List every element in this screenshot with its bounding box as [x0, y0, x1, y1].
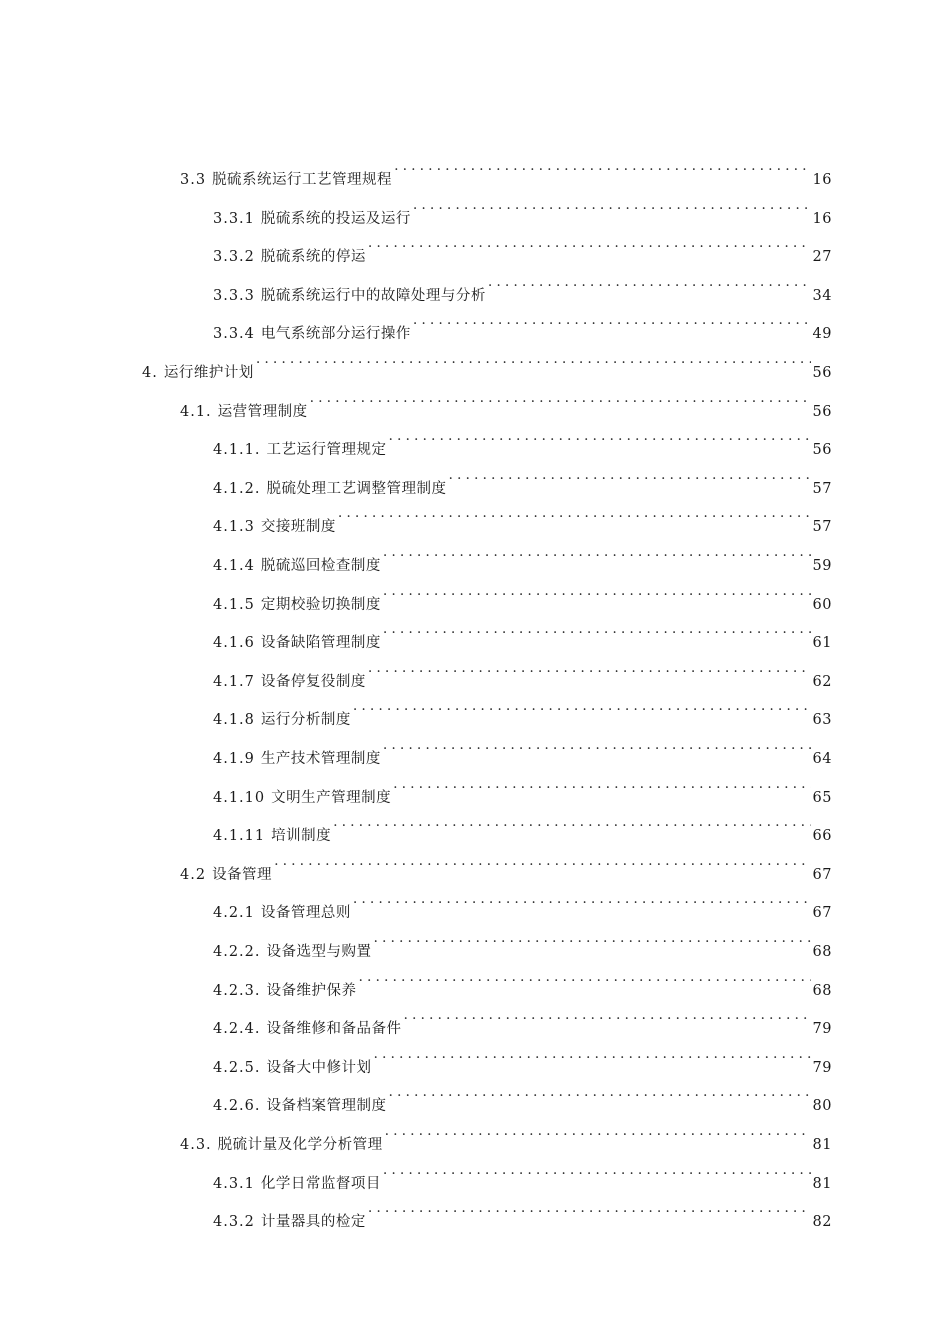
toc-entry-number: 4.1.1. [213, 442, 261, 459]
toc-entry-number: 3.3.1 [213, 210, 255, 227]
toc-entry-page-number: 61 [812, 635, 832, 652]
toc-entry-page-number: 81 [812, 1137, 832, 1153]
toc-entry-number: 4.2.1 [213, 905, 255, 922]
toc-entry-page-number: 49 [812, 326, 832, 343]
toc-dot-leader [404, 997, 811, 1033]
toc-entry[interactable] [213, 650, 832, 690]
toc-entry-page-number: 59 [812, 558, 832, 574]
toc-entry-number: 4.2.3. [213, 982, 261, 999]
toc-dot-leader [256, 341, 811, 377]
toc-dot-leader [413, 187, 811, 223]
toc-entry-title: 设备管理总则 [260, 905, 351, 922]
toc-entry[interactable] [213, 804, 832, 845]
toc-entry-number: 4.1.3 [213, 519, 255, 536]
toc-entry-page-number: 63 [812, 712, 832, 729]
toc-entry[interactable] [213, 727, 832, 767]
toc-dot-leader [374, 920, 811, 956]
toc-entry-title: 电气系统部分运行操作 [260, 326, 411, 343]
toc-dot-leader [353, 688, 811, 724]
toc-entry-number: 4.1.5 [213, 596, 255, 613]
toc-entry-page-number: 68 [812, 944, 832, 960]
toc-entry-number: 4.2.4. [213, 1021, 261, 1038]
toc-entry-title: 脱硫处理工艺调整管理制度 [266, 480, 447, 497]
toc-entry-number: 4.3.1 [213, 1175, 255, 1192]
toc-entry[interactable] [213, 495, 832, 536]
toc-entry[interactable] [213, 920, 832, 960]
toc-entry-page-number: 67 [812, 866, 832, 883]
toc-entry-page-number: 56 [812, 365, 832, 381]
toc-dot-leader [449, 457, 811, 493]
toc-entry[interactable] [213, 573, 832, 613]
toc-entry-page-number: 81 [812, 1175, 832, 1192]
toc-entry-number: 4.2.5. [213, 1059, 261, 1076]
toc-dot-leader [389, 418, 811, 454]
toc-entry-number: 4.2.6. [213, 1098, 261, 1115]
toc-entry[interactable] [213, 1074, 832, 1115]
toc-dot-leader [393, 766, 810, 802]
toc-entry-number: 4.1.4 [213, 558, 255, 574]
toc-entry[interactable] [180, 148, 832, 188]
toc-entry-page-number: 80 [812, 1098, 832, 1115]
toc-entry-title: 脱硫巡回检查制度 [260, 558, 381, 574]
toc-entry-title: 交接班制度 [260, 519, 336, 536]
toc-entry-page-number: 79 [812, 1059, 832, 1076]
toc-entry-page-number: 67 [812, 905, 832, 922]
toc-entry-page-number: 16 [812, 210, 832, 227]
toc-entry-title: 运行分析制度 [260, 712, 351, 729]
toc-entry-page-number: 62 [812, 673, 832, 690]
toc-entry[interactable] [180, 1113, 832, 1153]
toc-entry-title: 脱硫系统的停运 [260, 249, 366, 266]
toc-entry-number: 4.2.2. [213, 944, 261, 960]
toc-dot-leader [383, 1152, 811, 1188]
toc-dot-leader [359, 959, 811, 995]
toc-entry-page-number: 64 [812, 751, 832, 767]
toc-entry[interactable] [213, 611, 832, 652]
toc-entry-page-number: 82 [812, 1214, 832, 1231]
toc-dot-leader [338, 495, 811, 531]
toc-entry-number: 4.3. [180, 1137, 212, 1153]
toc-entry-page-number: 66 [812, 828, 832, 845]
toc-entry-title: 定期校验切换制度 [260, 596, 381, 613]
toc-dot-leader [368, 225, 811, 261]
toc-dot-leader [383, 573, 811, 609]
toc-dot-leader [383, 611, 811, 647]
toc-entry-title: 脱硫系统运行中的故障处理与分析 [260, 287, 486, 304]
toc-entry-title: 设备维护保养 [266, 982, 357, 999]
toc-entry-number: 3.3 [180, 172, 207, 188]
toc-entry-title: 文明生产管理制度 [271, 789, 392, 806]
toc-entry-page-number: 57 [812, 519, 832, 536]
toc-entry-number: 4.1.6 [213, 635, 255, 652]
toc-dot-leader [333, 804, 810, 840]
toc-dot-leader [368, 650, 811, 686]
toc-dot-leader [353, 881, 811, 917]
toc-entry-page-number: 56 [812, 403, 832, 420]
toc-entry[interactable] [213, 1152, 832, 1192]
toc-entry[interactable] [213, 225, 832, 266]
toc-entry-number: 4.1.10 [213, 789, 266, 806]
toc-entry-title: 计量器具的检定 [260, 1214, 366, 1231]
toc-entry-title: 设备缺陷管理制度 [260, 635, 381, 652]
toc-entry-number: 4.3.2 [213, 1214, 255, 1231]
toc-entry[interactable] [213, 688, 832, 729]
toc-entry[interactable] [213, 264, 832, 304]
toc-entry-number: 4. [142, 365, 158, 381]
toc-entry-number: 4.1.7 [213, 673, 255, 690]
toc-dot-leader [385, 1113, 811, 1149]
toc-entry[interactable] [213, 1190, 832, 1231]
toc-entry-page-number: 34 [812, 287, 832, 304]
toc-entry-title: 脱硫系统运行工艺管理规程 [212, 172, 393, 188]
toc-entry-title: 运营管理制度 [217, 403, 308, 420]
toc-entry[interactable] [213, 457, 832, 497]
toc-entry[interactable] [213, 302, 832, 343]
toc-entry[interactable] [213, 959, 832, 999]
toc-entry-number: 4.1.8 [213, 712, 255, 729]
toc-entry-title: 设备大中修计划 [266, 1059, 372, 1076]
toc-entry[interactable] [142, 341, 832, 381]
toc-entry-page-number: 65 [812, 789, 832, 806]
toc-dot-leader [389, 1074, 811, 1110]
toc-entry-page-number: 79 [812, 1021, 832, 1038]
toc-entry-page-number: 56 [812, 442, 832, 459]
toc-entry-number: 3.3.4 [213, 326, 255, 343]
toc-dot-leader [383, 727, 811, 763]
toc-entry[interactable] [213, 766, 832, 806]
toc-dot-leader [274, 843, 810, 879]
toc-entry-number: 4.2 [180, 866, 207, 883]
toc-entry-number: 3.3.2 [213, 249, 255, 266]
toc-entry-title: 脱硫计量及化学分析管理 [217, 1137, 383, 1153]
toc-entry-number: 3.3.3 [213, 287, 255, 304]
toc-entry[interactable] [213, 881, 832, 922]
toc-entry-title: 生产技术管理制度 [260, 751, 381, 767]
toc-entry-title: 设备停复役制度 [260, 673, 366, 690]
toc-dot-leader [488, 264, 811, 300]
toc-entry-title: 设备选型与购置 [266, 944, 372, 960]
toc-entry[interactable] [213, 187, 832, 227]
toc-dot-leader [374, 1036, 811, 1072]
toc-dot-leader [368, 1190, 811, 1226]
toc-entry[interactable] [180, 380, 832, 420]
toc-entry-page-number: 27 [812, 249, 832, 266]
toc-dot-leader [394, 148, 810, 184]
toc-entry-number: 4.1.9 [213, 751, 255, 767]
toc-entry[interactable] [213, 418, 832, 459]
toc-entry-title: 设备管理 [212, 866, 273, 883]
toc-dot-leader [383, 534, 811, 570]
toc-entry-title: 培训制度 [271, 828, 332, 845]
toc-entry-title: 化学日常监督项目 [260, 1175, 381, 1192]
toc-entry-page-number: 57 [812, 480, 832, 497]
toc-entry-title: 设备维修和备品备件 [266, 1021, 402, 1038]
toc-entry-page-number: 68 [812, 982, 832, 999]
toc-entry-title: 设备档案管理制度 [266, 1098, 387, 1115]
toc-entry-title: 脱硫系统的投运及运行 [260, 210, 411, 227]
toc-entry-title: 运行维护计划 [163, 365, 254, 381]
toc-dot-leader [310, 380, 811, 416]
toc-entry-number: 4.1.11 [213, 828, 266, 845]
toc-entry-page-number: 16 [812, 172, 832, 188]
toc-dot-leader [413, 302, 811, 338]
toc-entry[interactable] [213, 997, 832, 1038]
toc-entry-title: 工艺运行管理规定 [266, 442, 387, 459]
toc-entry-number: 4.1.2. [213, 480, 261, 497]
toc-entry[interactable] [213, 1036, 832, 1076]
toc-entry-page-number: 60 [812, 596, 832, 613]
toc-entry-number: 4.1. [180, 403, 212, 420]
toc-entry[interactable] [213, 534, 832, 574]
toc-entry[interactable] [180, 843, 832, 883]
